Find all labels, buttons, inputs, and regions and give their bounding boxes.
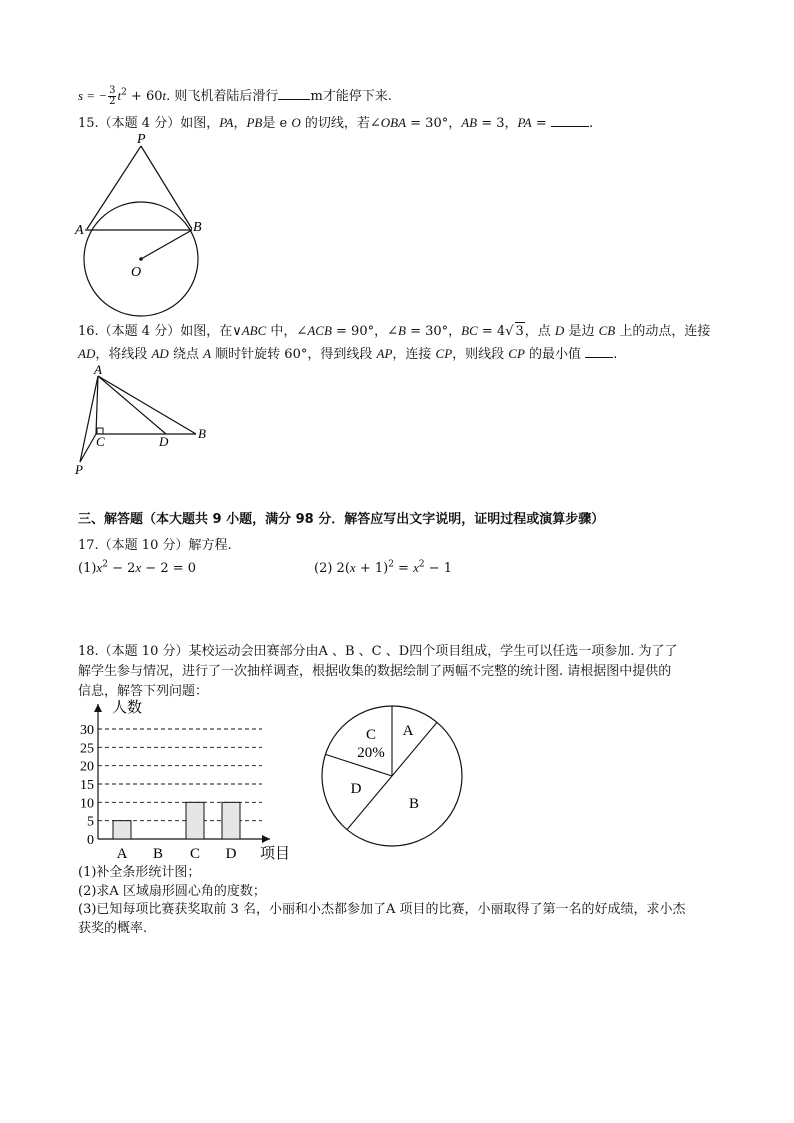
x-axis-arrow-icon bbox=[262, 835, 270, 843]
q14-unit: m才能停下来. bbox=[310, 89, 392, 104]
q15-eq2: = 3， bbox=[477, 116, 518, 131]
y-tick-label: 25 bbox=[80, 741, 94, 757]
q15-mid2: 的切线，若∠ bbox=[300, 116, 381, 131]
q17-p2-e: − 1 bbox=[424, 561, 453, 576]
q16-line-ad bbox=[98, 376, 166, 434]
q16-d: D bbox=[554, 323, 565, 338]
q16-t3: = 90°，∠ bbox=[331, 324, 398, 339]
q16-cp: CP bbox=[435, 346, 453, 361]
q14-frac-num: 3 bbox=[109, 85, 116, 96]
q17-p2-eq: = bbox=[393, 561, 414, 576]
pie-slice-label: D bbox=[350, 781, 362, 797]
q15-pa: PA bbox=[219, 115, 234, 130]
q16-t13: ，则线段 bbox=[452, 347, 509, 362]
x-tick-label: A bbox=[116, 846, 128, 862]
q15-line-ob bbox=[141, 230, 192, 259]
q18-sub3a: (3)已知每项比赛获奖取前 3 名，小丽和小杰都参加了A 项目的比赛，小丽取得了第一名的好成绩，求小杰 bbox=[78, 902, 686, 917]
q17-p2-x2: x bbox=[413, 560, 419, 575]
q14-fraction bbox=[108, 86, 116, 107]
pie-chart bbox=[316, 700, 468, 852]
q17-title: 17.（本题 10 分）解方程. bbox=[78, 538, 232, 553]
q16-t2: 中，∠ bbox=[266, 324, 308, 339]
q17-part2 bbox=[314, 559, 452, 578]
pie-slice-value: 20% bbox=[357, 745, 385, 761]
q14-tail-line bbox=[78, 86, 392, 107]
q16-line-ab bbox=[98, 376, 196, 434]
q18-sub2: (2)求A 区域扇形圆心角的度数； bbox=[78, 884, 266, 899]
section-3-heading: 三、解答题（本大题共 9 小题，满分 98 分．解答应写出文字说明，证明过程或演算步骤） bbox=[78, 512, 605, 527]
q16-t10: 绕点 bbox=[168, 347, 204, 362]
q17-p1-x: x bbox=[96, 560, 103, 575]
x-tick-label: C bbox=[189, 846, 201, 862]
y-tick-label: 10 bbox=[80, 796, 94, 812]
q16-t8: 上的动点，连接 bbox=[615, 324, 711, 339]
x-tick-label: B bbox=[152, 846, 164, 862]
q16-label-b: B bbox=[198, 426, 206, 441]
q16-bc: BC bbox=[461, 323, 478, 338]
q17-p1-label: (1) bbox=[78, 561, 97, 576]
q16-label-p: P bbox=[75, 462, 83, 477]
q16-t12: ，连接 bbox=[392, 347, 436, 362]
q16-t14: 的最小值 bbox=[524, 347, 586, 362]
q16-abc: ABC bbox=[241, 323, 267, 338]
y-tick-label: 20 bbox=[80, 759, 94, 775]
y-tick-label: 15 bbox=[80, 778, 94, 793]
q16-figure bbox=[70, 362, 220, 480]
y-axis-arrow-icon bbox=[94, 704, 102, 712]
q16-end: . bbox=[613, 347, 618, 362]
q14-plus: + 60 bbox=[126, 89, 163, 104]
q17-p2-exp: 2 bbox=[388, 559, 394, 570]
q17-p1-exp: 2 bbox=[102, 559, 108, 570]
y-tick-label: 30 bbox=[80, 723, 94, 738]
q16-cp2: CP bbox=[508, 346, 525, 361]
q16-acb: ACB bbox=[307, 323, 332, 338]
q15-label-o: O bbox=[131, 265, 142, 280]
q16-t6: ，点 bbox=[524, 324, 555, 339]
q15-center-dot bbox=[139, 257, 143, 261]
q16-ad: AD bbox=[78, 346, 96, 361]
q15-end: . bbox=[588, 116, 594, 131]
q16-t5: = 4 bbox=[477, 324, 506, 339]
q15-comma: ， bbox=[233, 116, 247, 131]
q15-pb: PB bbox=[246, 115, 263, 130]
pie-divider bbox=[392, 722, 437, 776]
q15-label: 15.（本题 4 分）如图， bbox=[78, 116, 220, 131]
y-axis-label: 人数 bbox=[112, 700, 143, 716]
pie-slice-label: B bbox=[408, 796, 420, 812]
q15-answer-blank[interactable] bbox=[551, 126, 589, 127]
q14-equation-lhs: s = − bbox=[78, 88, 108, 103]
q16-ad2: AD bbox=[151, 346, 169, 361]
q15-line-pb bbox=[141, 146, 192, 229]
q17-p1-c: − 2 = 0 bbox=[141, 561, 197, 576]
q17-p1-x2: x bbox=[135, 560, 142, 575]
q17-p2-x: x bbox=[349, 560, 356, 575]
q18-line1: 18.（本题 10 分）某校运动会田赛部分由A 、B 、C 、D四个项目组成，学生可以任选一项参加. 为了了 bbox=[78, 644, 678, 659]
q18-sub3b: 获奖的概率. bbox=[78, 921, 148, 936]
pie-slice-label: C bbox=[365, 727, 377, 743]
q17-p2-c: + 1) bbox=[355, 561, 389, 576]
pie-slice-label: A bbox=[402, 723, 414, 739]
q15-mid: 是 e bbox=[262, 116, 292, 131]
q14-exp: 2 bbox=[121, 87, 127, 98]
bar bbox=[222, 802, 240, 839]
x-axis-label: 项目 bbox=[260, 846, 291, 862]
q14-answer-blank[interactable] bbox=[278, 99, 310, 100]
x-tick-label: D bbox=[225, 846, 237, 862]
q18-line2: 解学生参与情况，进行了一次抽样调查，根据收集的数据绘制了两幅不完整的统计图. 请根据图中提供的 bbox=[78, 664, 672, 679]
q16-label-d: D bbox=[159, 434, 169, 449]
q15-label-b: B bbox=[193, 220, 202, 235]
q15-label-a: A bbox=[75, 223, 84, 238]
q16-statement-line1 bbox=[78, 322, 710, 341]
q15-oba: OBA bbox=[380, 115, 407, 130]
q16-b: B bbox=[397, 323, 406, 338]
y-tick-label: 5 bbox=[87, 814, 94, 830]
q16-t7: 是边 bbox=[564, 324, 599, 339]
q16-cb: CB bbox=[598, 323, 616, 338]
q16-a: A bbox=[203, 346, 212, 361]
q16-t4: = 30°， bbox=[405, 324, 462, 339]
q15-label-p: P bbox=[137, 132, 146, 147]
q17-p2-paren: ( bbox=[344, 561, 350, 576]
q17-p2-exp2: 2 bbox=[418, 559, 425, 570]
y-tick-label: 0 bbox=[87, 833, 94, 848]
q16-label-a: A bbox=[94, 362, 102, 377]
q16-line-ap bbox=[80, 376, 98, 462]
q16-label-c: C bbox=[96, 434, 105, 449]
bar-chart bbox=[72, 696, 302, 862]
bar bbox=[186, 802, 204, 839]
q18-sub1: (1)补全条形统计图； bbox=[78, 865, 201, 880]
q16-answer-blank[interactable] bbox=[585, 357, 613, 358]
q15-eq1: = 30°， bbox=[406, 116, 462, 131]
q16-root: 3 bbox=[515, 324, 524, 339]
q15-figure bbox=[70, 128, 210, 318]
q17-p2-label: (2) 2 bbox=[314, 561, 345, 576]
q15-pa2: PA bbox=[517, 115, 532, 130]
q17-p1-b: − 2 bbox=[107, 561, 136, 576]
q14-frac-den: 2 bbox=[109, 96, 116, 107]
q16-t9: ，将线段 bbox=[95, 347, 152, 362]
q14-var-t: t bbox=[117, 88, 122, 103]
q14-text: . 则飞机着陆后滑行 bbox=[166, 89, 279, 104]
bar bbox=[113, 821, 131, 839]
q17-part1 bbox=[78, 559, 196, 578]
q14-var-t2: t bbox=[162, 88, 167, 103]
q15-line-pa bbox=[87, 146, 141, 229]
q15-eq3: = bbox=[531, 116, 551, 131]
q16-t1: 16.（本题 4 分）如图，在∨ bbox=[78, 324, 242, 339]
q16-ap: AP bbox=[376, 346, 393, 361]
q16-sqrt-icon: √ bbox=[505, 324, 514, 339]
q18-line3: 信息，解答下列问题： bbox=[78, 684, 209, 699]
q16-t11: 顺时针旋转 60°，得到线段 bbox=[211, 347, 377, 362]
q15-o: O bbox=[291, 115, 301, 130]
q15-ab: AB bbox=[461, 115, 478, 130]
